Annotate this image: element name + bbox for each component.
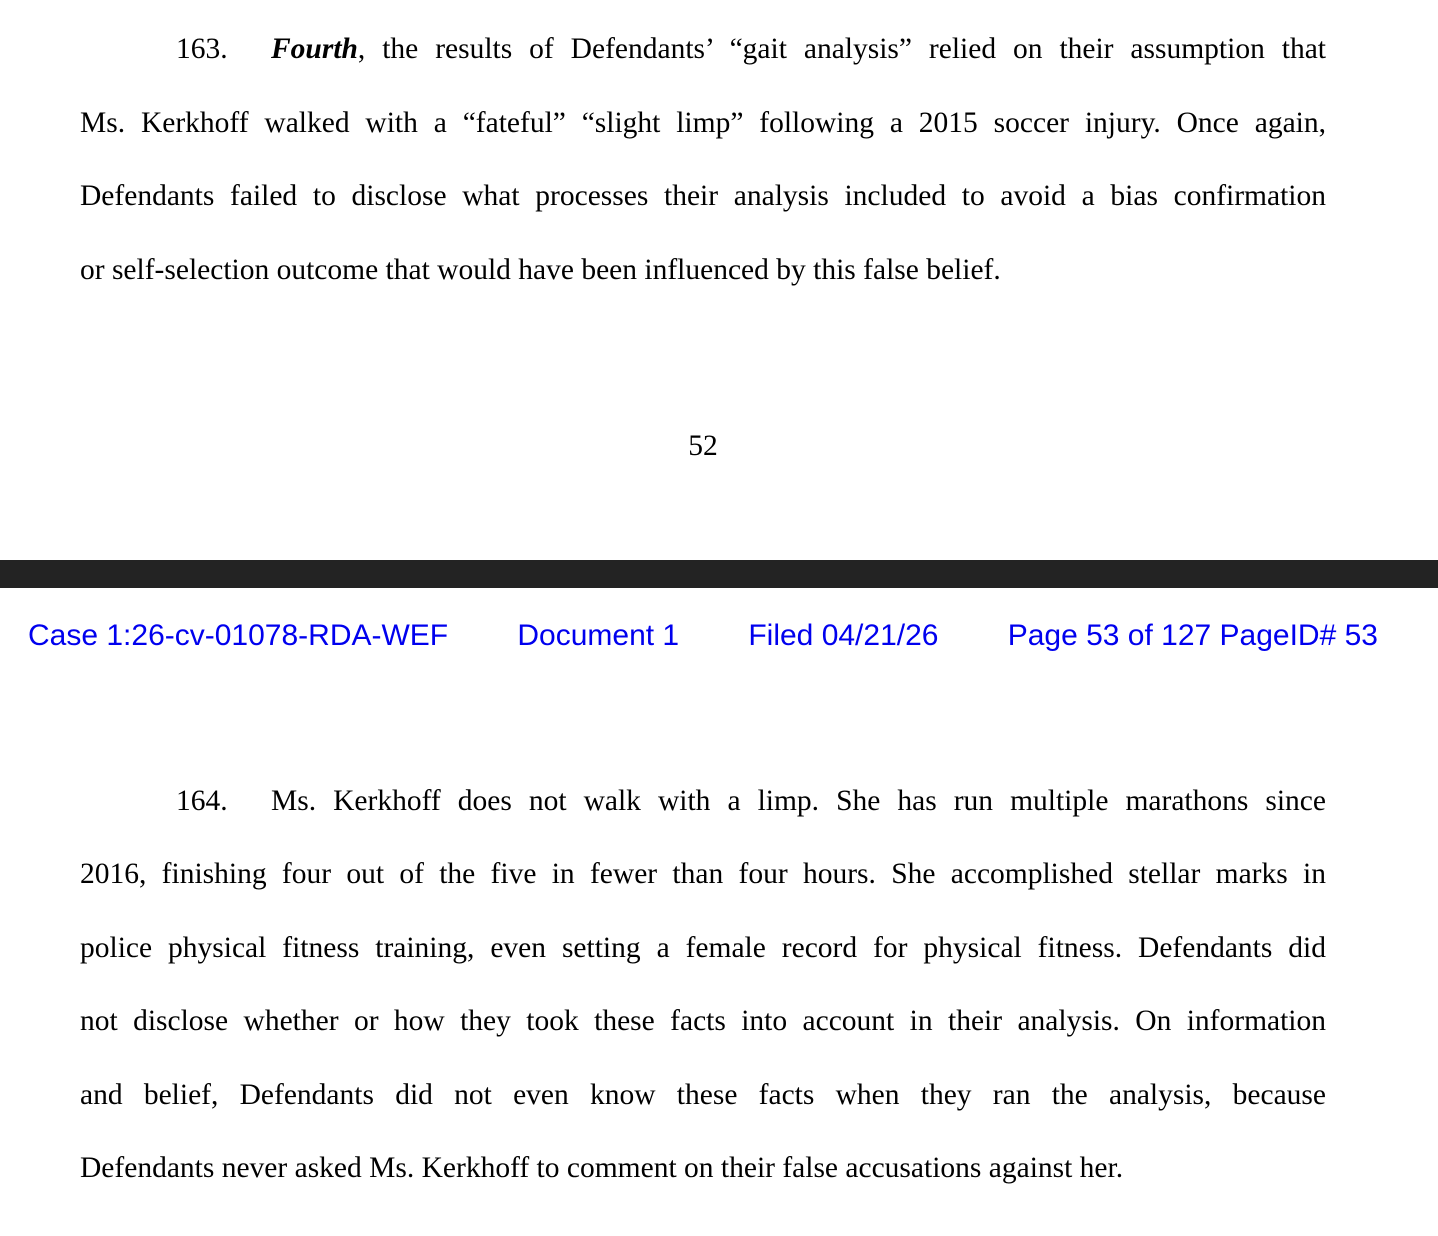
page-separator xyxy=(0,560,1438,588)
paragraph-163-line: Defendants failed to disclose what processes their analysis included to avoid a bias confirmation xyxy=(80,180,1326,212)
page-id: Page 53 of 127 PageID# 53 xyxy=(1007,619,1378,652)
paragraph-163-line: Ms. Kerkhoff walked with a “fateful” “slight limp” following a 2015 soccer injury. Once again, xyxy=(80,107,1326,139)
case-number: Case 1:26-cv-01078-RDA-WEF xyxy=(28,619,449,652)
paragraph-text: , the results of Defendants’ “gait analysis” relied on their assumption that xyxy=(357,33,1326,65)
paragraph-number: 163. xyxy=(176,33,228,65)
paragraph-164-line: Defendants never asked Ms. Kerkhoff to comment on their false accusations against her. xyxy=(80,1152,1124,1184)
filed-date: Filed 04/21/26 xyxy=(748,619,939,652)
paragraph-164-line: and belief, Defendants did not even know these facts when they ran the analysis, because xyxy=(80,1079,1326,1111)
emphasis-text: Fourth xyxy=(271,33,358,65)
page-number: 52 xyxy=(688,430,718,462)
document-number: Document 1 xyxy=(517,619,680,652)
paragraph-164-line: 2016, finishing four out of the five in fewer than four hours. She accomplished stellar marks in xyxy=(80,858,1326,890)
paragraph-164-line-1 xyxy=(176,784,1326,818)
paragraph-number: 164. xyxy=(176,785,228,817)
paragraph-164-line: police physical fitness training, even setting a female record for physical fitness. Defendants did xyxy=(80,932,1326,964)
paragraph-163-line: or self-selection outcome that would have been influenced by this false belief. xyxy=(80,254,1001,286)
paragraph-text: Ms. Kerkhoff does not walk with a limp. She has run multiple marathons since xyxy=(271,785,1326,817)
case-header xyxy=(28,619,1378,653)
paragraph-164-line: not disclose whether or how they took these facts into account in their analysis. On information xyxy=(80,1005,1326,1037)
paragraph-163-line-1 xyxy=(176,32,1326,66)
